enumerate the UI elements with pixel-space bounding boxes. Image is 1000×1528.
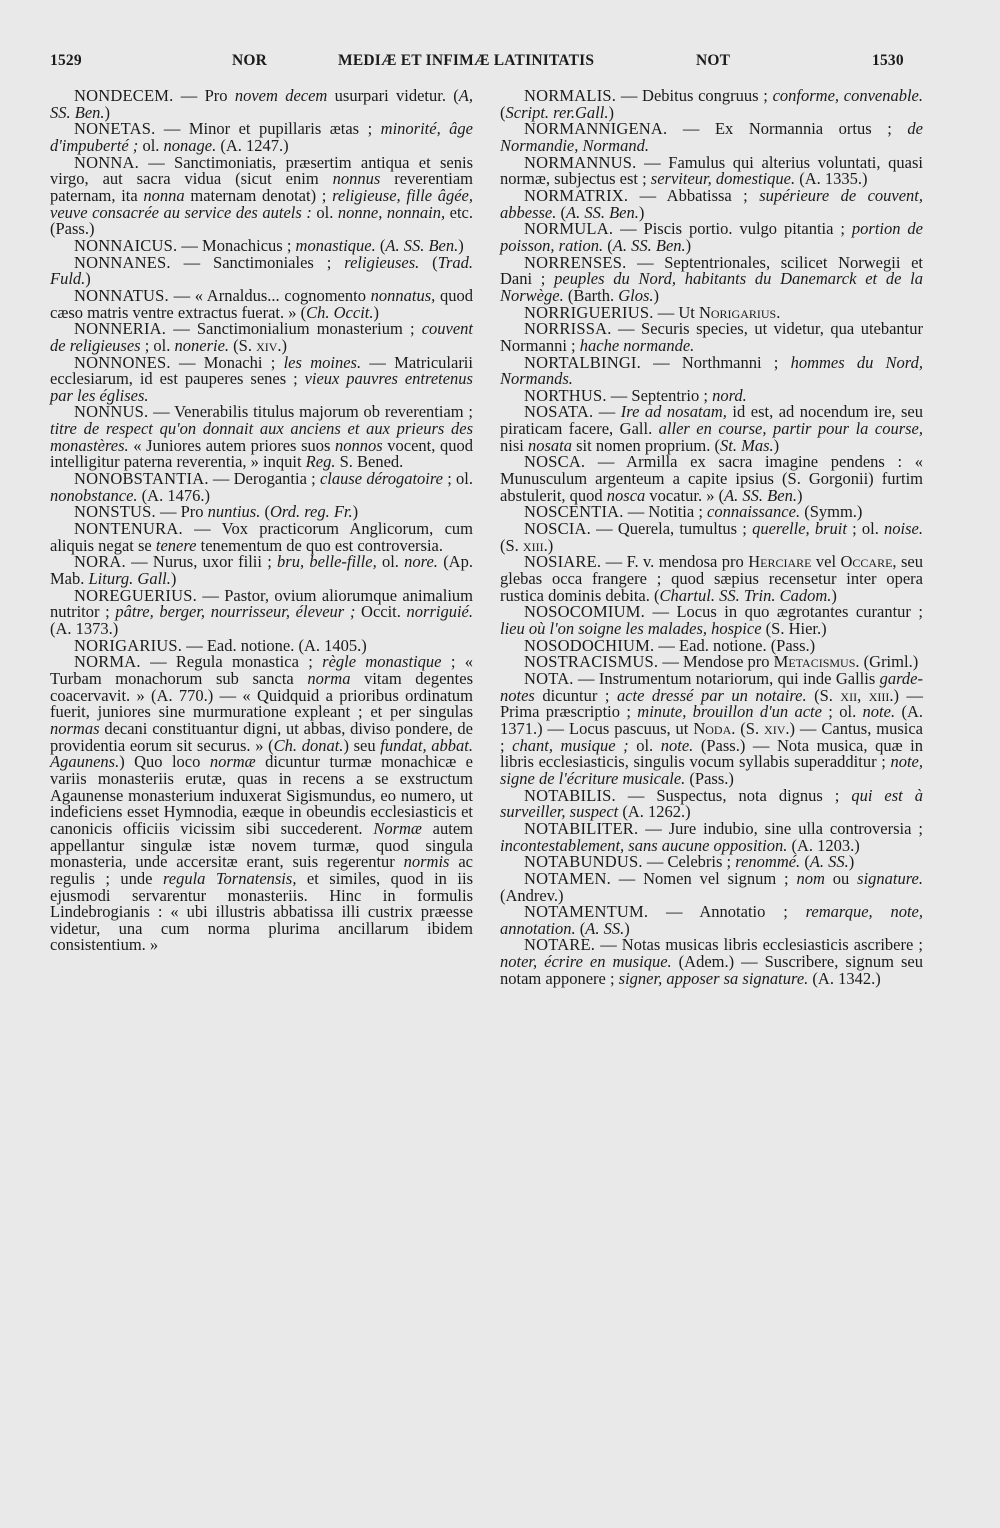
entry-text: nom (796, 868, 825, 888)
entry-text: aller en course, partir pour la course, (658, 419, 923, 439)
entry-text: — Famulus qui alterius voluntati, quasi normæ, subjectus est ; (500, 152, 923, 189)
right-column (500, 88, 923, 987)
entry-headword: NONDECEM. (74, 86, 174, 105)
entry-text: Ch. Occit. (306, 302, 374, 322)
entry-text: couvent de religieuses (50, 319, 473, 355)
left-running-head: NOR (232, 52, 268, 69)
entry-text: xiv. (256, 335, 282, 355)
entry-text: — Ex Normannia ortus ; (667, 119, 908, 139)
entry-text: ; ol. (846, 519, 885, 539)
entry-text: ) (104, 102, 111, 122)
entry-text: ) (281, 335, 288, 355)
entry-headword: NOTABILIS. (524, 785, 616, 805)
entry-text: — Locus in quo ægrotantes curantur ; (644, 602, 923, 622)
entry-text: chant, musique ; (512, 735, 629, 755)
entry-text: (A. 1262.) (618, 802, 691, 822)
entry-headword: NOSATA. (524, 402, 594, 422)
entry-text: — Ead. notione. (Pass.) (654, 635, 816, 655)
entry-text: — Regula monastica ; (140, 652, 323, 672)
entry-headword: NOTAMENTUM. (524, 902, 649, 922)
entry-text: (S. (500, 535, 523, 555)
entry-headword: NORIGARIUS. (74, 635, 183, 655)
entry-text: nonnatus, (370, 285, 436, 305)
entry-text: les moines. (283, 352, 362, 372)
entry-text: — Piscis portio. vulgo pitantia ; (613, 219, 852, 239)
entry-text: tenere (155, 535, 197, 555)
entry-text: ) (170, 569, 177, 589)
entry-text: ( (800, 852, 810, 872)
entry-headword: NOSTRACISMUS. (524, 652, 659, 672)
entry-text: règle monastique (322, 652, 442, 672)
entry-text: — Armilla ex sacra imagine pendens : « Munusculum argenteum a capite ipsius (S. Gorgonii) furtim abstulerit, quod (500, 452, 923, 505)
entry-text: — Septentrio ; (606, 385, 713, 405)
entry-text: — Notitia ; (623, 502, 708, 522)
dictionary-entry (500, 904, 923, 937)
entry-text: peuples du Nord, habitants du Danemarck et de la Norwège. (500, 269, 923, 305)
entry-text: A. SS. Ben. (724, 485, 797, 505)
entry-text: — Annotatio ; (648, 902, 806, 922)
entry-text: — Sanctimoniatis, præsertim antiqua et senis virgo, aut sacra vidua (sicut enim (50, 152, 473, 189)
entry-headword: NORMANNUS. (524, 152, 637, 172)
entry-headword: NONNANES. (74, 252, 171, 272)
entry-text: monastique. (295, 235, 376, 255)
entry-text: ( (260, 502, 270, 522)
entry-text: maternam denotat) ; (184, 185, 333, 205)
entry-text: vieux pauvres entretenus par les églises. (50, 369, 473, 405)
dictionary-entry (500, 185, 924, 222)
entry-headword: NONOBSTANTIA. (74, 469, 209, 489)
dictionary-entry (50, 585, 474, 638)
entry-text: — Sanctimoniales ; (170, 252, 345, 272)
entry-text: ) (831, 585, 837, 605)
entry-headword: NOREGUERIUS. (74, 585, 197, 605)
entry-text: — Notas musicas libris ecclesiasticis ascribere ; (595, 935, 923, 955)
entry-text: (A. 1203.) (787, 835, 860, 855)
dictionary-entry (500, 352, 923, 389)
dictionary-entry (50, 321, 473, 354)
entry-headword: NOSIARE. (524, 552, 602, 572)
entry-headword: NORMA. (74, 652, 141, 672)
entry-text: seu glebas occa frangere ; quod sæpius recensetur inter opera rustica dominis debita. ( (500, 552, 923, 605)
entry-text: (A. 1476.) (137, 485, 210, 505)
entry-text: novem decem (234, 86, 328, 105)
entry-text: note. (862, 702, 896, 722)
entry-text: (Barth. (563, 285, 619, 305)
entry-text: A, SS. Ben. (50, 86, 474, 122)
dictionary-entry (500, 321, 923, 354)
dictionary-entry (500, 868, 924, 905)
entry-text: A. SS. Ben. (385, 235, 459, 255)
entry-headword: NORMALIS. (524, 86, 617, 105)
entry-text: — Debitus congruus ; (616, 86, 773, 105)
entry-text: ) Quo loco (119, 752, 210, 772)
entry-text: ) (796, 485, 803, 505)
entry-text: nord. (712, 385, 747, 405)
entry-text: — Venerabilis titulus majorum ob reverentiam ; (148, 402, 473, 422)
entry-text: nosca (606, 485, 646, 505)
entry-headword: NOTA. (524, 668, 574, 688)
left-column (50, 88, 473, 954)
entry-text: — Querela, tumultus ; (590, 519, 753, 539)
page-header (50, 52, 915, 76)
entry-text: Liturg. Gall. (88, 569, 171, 589)
entry-text: — Pro (173, 86, 235, 105)
entry-text: id est, ad nocendum ire, seu piraticam facere, Gall. (500, 402, 923, 439)
entry-text: Metacismus. (773, 652, 860, 672)
entry-text: ( (575, 918, 586, 938)
entry-headword: NONSTUS. (74, 502, 156, 522)
running-title: MEDIÆ ET INFIMÆ LATINITATIS (338, 52, 595, 69)
entry-text: (S. Hier.) (761, 619, 827, 638)
entry-headword: NONNONES. (74, 352, 171, 372)
entry-text: (A. 1371.) — Locus pascuus, ut (500, 702, 923, 738)
entry-headword: NOTABILITER. (524, 818, 639, 838)
entry-text: norma (307, 668, 351, 688)
entry-text: — Nurus, uxor filii ; (125, 552, 278, 572)
entry-text: A. SS. Ben. (612, 235, 686, 255)
entry-text: (Pass.) — Nota musica, quæ in libris ecclesiasticis, singulis vocum syllabis superadditur ; (500, 735, 923, 772)
entry-text: noter, écrire en musique. (500, 952, 672, 972)
entry-text: — Monachicus ; (177, 235, 296, 255)
entry-headword: NOTARE. (524, 935, 596, 955)
entry-text: Ord. reg. Fr. (269, 502, 353, 522)
entry-text: (A. 1373.) (50, 619, 119, 638)
dictionary-entry (500, 785, 923, 822)
entry-text: ) — Prima præscriptio ; (500, 685, 923, 722)
entry-text: Reg. (305, 452, 336, 472)
entry-text: autem appellantur singulæ istæ novem turmæ, quod singula monasteria, unde accersitæ erant, suis regerentur (50, 818, 473, 872)
entry-text: — Nomen vel signum ; (610, 868, 797, 888)
dictionary-entry (500, 404, 923, 454)
dictionary-entry (500, 554, 923, 604)
entry-headword: NORTALBINGI. (524, 352, 641, 372)
entry-text: ( (375, 235, 386, 255)
entry-text: — Celebris ; (642, 852, 736, 872)
entry-text: nisi (500, 435, 528, 455)
dictionary-entry (50, 471, 473, 504)
entry-text: — Abbatissa ; (628, 185, 760, 205)
entry-headword: NORMANNIGENA. (524, 119, 668, 139)
entry-text: supérieure de couvent, abbesse. (500, 185, 924, 222)
entry-text: ) (458, 235, 464, 255)
entry-text: Chartul. SS. Trin. Cadom. (659, 585, 832, 605)
entry-text: nonnos (335, 435, 383, 455)
entry-headword: NOSCENTIA. (524, 502, 624, 522)
dictionary-entry (50, 285, 473, 322)
entry-text: nosata (527, 435, 572, 455)
dictionary-entry (500, 937, 923, 987)
entry-text: dicuntur turmæ monachicæ e variis monasteriis erutæ, quas in recens a se exstructum Agaunense monasterium induxerat Sigismundus, eo numero, ut indeficiens esset Hymnodia, eæque in obeundis ecclesiasticis et canonicis officiis vicissim sibi succederent. (50, 752, 473, 838)
entry-text: signature. (857, 868, 924, 888)
entry-text: — Suspectus, nota dignus ; (615, 785, 852, 805)
entry-text: Occare, (840, 552, 897, 572)
entry-text: ) (773, 435, 780, 455)
entry-text: — Securis species, ut videtur, qua utebantur Normanni ; (500, 319, 923, 355)
entry-text: Script. rer.Gall. (505, 102, 609, 122)
entry-text: quod cæso matris ventre extractus fuerat. » ( (50, 285, 473, 322)
entry-headword: NOSODOCHIUM. (524, 635, 655, 655)
dictionary-entry (500, 252, 923, 305)
entry-text: (Pass.) (685, 768, 734, 788)
entry-text: ) (352, 502, 359, 522)
entry-headword: NONNATUS. (74, 285, 169, 305)
entry-text: note. (660, 735, 694, 755)
entry-text: garde-notes (500, 668, 923, 705)
entry-text: (A. 1247.) (216, 135, 289, 155)
entry-text: Norigarius. (698, 302, 781, 322)
dictionary-entry (500, 521, 923, 554)
entry-headword: NONNAICUS. (74, 235, 178, 255)
entry-text: signer, apposer sa signature. (618, 968, 809, 988)
entry-text: querelle, bruit (752, 519, 847, 539)
entry-text: decani constituantur digni, ut abbas, diviso pondere, de providentia eorum sit securus. » ( (50, 718, 473, 755)
entry-text: titre de respect qu'on donnait aux anciens et aux prieurs des monastères. (50, 419, 473, 455)
entry-text: ) (624, 918, 630, 938)
entry-text: Occit. (355, 602, 407, 622)
entry-text: Herciare (748, 552, 812, 572)
dictionary-entry (500, 454, 923, 504)
entry-text: ac regulis ; unde (50, 852, 473, 888)
entry-text: — Pro (155, 502, 208, 522)
entry-text: (S. (806, 685, 841, 705)
entry-text: fundat, abbat. Agaunens. (50, 735, 473, 772)
entry-headword: NONNA. (74, 152, 139, 172)
entry-text: ; ol. (140, 335, 175, 355)
entry-text: — Mendose pro (658, 652, 774, 672)
entry-text: nonna (143, 185, 185, 205)
entry-text: ) (685, 235, 692, 255)
entry-text: A. SS. Ben. (566, 202, 639, 222)
entry-text: « Juniores autem priores suos (128, 435, 336, 455)
entry-text: — Sanctimonialium monasterium ; (166, 319, 422, 339)
entry-text: — Derogantia ; (208, 469, 320, 489)
entry-text: ) — Cantus, musica ; (500, 718, 923, 755)
entry-text: ( (556, 202, 566, 222)
entry-text: ; ol. (821, 702, 863, 722)
entry-text: note, signe de l'écriture musicale. (500, 752, 923, 788)
entry-text: nonne, nonnain, (337, 202, 446, 222)
entry-text: (Symm.) (800, 502, 863, 522)
entry-text: nuntius. (207, 502, 261, 522)
entry-headword: NORTHUS. (524, 385, 607, 405)
entry-text: ; « Turbam monachorum sub sancta (50, 652, 473, 688)
entry-text: S. Bened. (335, 452, 404, 472)
entry-text: ) (373, 302, 379, 322)
entry-headword: NONETAS. (74, 119, 156, 139)
entry-text: — Septentrionales, scilicet Norwegii et Dani ; (500, 252, 923, 289)
entry-text: — Matricularii ecclesiarum, id est pauperes senes ; (50, 352, 473, 389)
entry-text: noise. (884, 519, 924, 539)
entry-text: qui est à surveiller, suspect (500, 785, 923, 822)
entry-text: — Ead. notione. (A. 1405.) (182, 635, 367, 655)
entry-text: xiv. (764, 718, 790, 738)
entry-headword: NORMATRIX. (524, 185, 629, 205)
entry-text: ol. (311, 202, 338, 222)
dictionary-entry (500, 604, 923, 637)
entry-text: — Instrumentum notariorum, qui inde Gallis (573, 668, 880, 688)
entry-text: normis (403, 852, 450, 872)
entry-text: ) (547, 535, 554, 555)
dictionary-entry (500, 818, 923, 855)
entry-text: A. SS. (585, 918, 625, 938)
dictionary-entry (500, 152, 923, 189)
dictionary-entry (500, 221, 923, 254)
entry-text: incontestablement, sans aucune opposition. (500, 835, 788, 855)
entry-text: ; ol. (443, 469, 473, 489)
dictionary-entry (50, 554, 473, 587)
entry-text: minorité, âge d'impuberté ; (50, 119, 473, 155)
entry-text: et similes, quod in iis ejusmodi servarentur monasteriis. Hinc in formulis Lindebrogianis : « ubi illustris abbatissa illi custrix præesse videtur, una cum norma plurima ancillarum ibidem consistentium. » (50, 868, 473, 955)
entry-text: (Griml.) (859, 652, 919, 672)
entry-text: ) (638, 202, 645, 222)
entry-text: hommes du Nord, Normands. (500, 352, 923, 389)
entry-headword: NOTAMEN. (524, 868, 611, 888)
entry-text: ) seu (343, 735, 381, 755)
dictionary-entry (50, 121, 473, 154)
entry-text: nonobstance. (50, 485, 138, 505)
dictionary-entry (50, 521, 473, 554)
entry-text: (S. (229, 335, 257, 355)
dictionary-entry (50, 88, 473, 121)
right-page-number: 1530 (872, 52, 904, 69)
dictionary-entry (50, 152, 473, 239)
dictionary-entry (50, 352, 473, 405)
entry-text: xii, xiii. (840, 685, 894, 705)
entry-text: A. SS. (809, 852, 849, 872)
entry-text: — « Arnaldus... cognomento (168, 285, 371, 305)
entry-text: nonage. (163, 135, 217, 155)
entry-text: Normæ (373, 818, 422, 838)
entry-text: nonerie. (174, 335, 230, 355)
entry-text: religieuse, fille âgée, veuve consacrée au service des autels : (50, 185, 473, 222)
entry-text: religieuses. (344, 252, 420, 272)
entry-headword: NOTABUNDUS. (524, 852, 643, 872)
entry-headword: NORRISSA. (524, 319, 612, 339)
entry-text: Ch. donat. (273, 735, 344, 755)
entry-text: ) (85, 269, 91, 289)
entry-text: conforme, convenable. (772, 86, 924, 105)
entry-text: pâtre, berger, nourrisseur, éleveur ; (115, 602, 356, 622)
entry-text: Glos. (618, 285, 654, 305)
entry-text: — Vox practicorum Anglicorum, cum aliquis negat se (50, 519, 473, 555)
entry-headword: NONNERIA. (74, 319, 167, 339)
entry-text: usurpari videtur. ( (327, 86, 459, 105)
entry-text: — Monachi ; (170, 352, 284, 372)
entry-text: — Northmanni ; (640, 352, 791, 372)
entry-text: — F. v. mendosa pro (601, 552, 749, 572)
entry-headword: NOSCA. (524, 452, 586, 472)
dictionary-entry (50, 252, 473, 289)
entry-text: ol. (628, 735, 661, 755)
entry-text: dicuntur ; (534, 685, 617, 705)
entry-headword: NORRENSES. (524, 252, 627, 272)
entry-text: Ire ad nosatam, (620, 402, 727, 422)
entry-headword: NORA. (74, 552, 126, 572)
entry-text: tenementum de quo est controversia. (196, 535, 443, 555)
entry-text: — Ut (653, 302, 699, 322)
dictionary-entry (500, 88, 923, 121)
entry-text: — Pastor, ovium aliorumque animalium nutritor ; (50, 585, 473, 622)
entry-text: ol. (376, 552, 405, 572)
right-running-head: NOT (696, 52, 731, 69)
entry-text: (Adem.) — Suscribere, signum seu notam apponere ; (500, 952, 923, 988)
entry-headword: NORRIGUERIUS. (524, 302, 654, 322)
entry-text: St. Mas. (720, 435, 774, 455)
dictionary-entry (50, 404, 473, 471)
entry-text: (Andrev.) (500, 885, 564, 905)
entry-text: ) (608, 102, 614, 122)
entry-text: — (593, 402, 621, 422)
left-page-number: 1529 (50, 52, 82, 69)
entry-text: — Minor et pupillaris ætas ; (155, 119, 381, 139)
entry-text: ou (824, 868, 858, 888)
entry-text: vitam degentes coacervavit. » (A. 770.) — « Quidquid a prioribus ordinatum fuerit, juniores sine murmuratione expleant ; et per singulas (50, 668, 473, 722)
entry-text: Noda. (693, 718, 736, 738)
entry-text: xiii. (522, 535, 548, 555)
dictionary-entry (500, 121, 923, 154)
entry-text: acte dressé par un notaire. (616, 685, 807, 705)
entry-text: nore. (404, 552, 438, 572)
entry-text: ) (848, 852, 855, 872)
entry-headword: NOSCIA. (524, 519, 591, 539)
entry-text: sit nomen proprium. ( (571, 435, 721, 455)
dictionary-entry (500, 668, 923, 788)
entry-headword: NONNUS. (74, 402, 149, 422)
entry-text: de Normandie, Normand. (500, 119, 923, 155)
entry-text: (Ap. Mab. (50, 552, 473, 589)
entry-text: serviteur, domestique. (650, 169, 796, 189)
entry-headword: NONTENURA. (74, 519, 183, 539)
entry-text: ( (500, 102, 506, 122)
entry-text: (A. 1342.) (808, 968, 881, 988)
entry-text: regula Tornatensis, (162, 868, 297, 888)
entry-text: (A. 1335.) (795, 169, 868, 189)
dictionary-entry (50, 654, 473, 954)
entry-text: clause dérogatoire (319, 469, 443, 489)
entry-text: norriguié. (406, 602, 474, 622)
entry-text: (S. (735, 718, 765, 738)
entry-text: — Jure indubio, sine ulla controversia ; (638, 818, 923, 838)
entry-headword: NORMULA. (524, 219, 614, 239)
entry-text: vel (811, 552, 841, 572)
entry-text: connaissance. (707, 502, 801, 522)
entry-text: renommé. (735, 852, 801, 872)
entry-text: bru, belle-fille, (277, 552, 377, 572)
entry-text: Trad. Fuld. (50, 252, 473, 289)
entry-text: lieu où l'on soigne les malades, hospice (500, 619, 762, 638)
entry-text: ol. (138, 135, 164, 155)
entry-text: ) (653, 285, 660, 305)
entry-text: minute, brouillon d'un acte (637, 702, 822, 722)
entry-text: hache normande. (579, 335, 695, 355)
entry-text: reverentiam paternam, ita (50, 169, 473, 205)
entry-text: nonnus (332, 169, 381, 189)
entry-text: normæ (209, 752, 256, 772)
entry-text: remarque, note, annotation. (500, 902, 923, 938)
entry-headword: NOSOCOMIUM. (524, 602, 645, 622)
entry-text: ( (419, 252, 438, 272)
entry-text: portion de poisson, ration. (500, 219, 924, 255)
entry-text: normas (50, 718, 100, 738)
entry-text: etc. (Pass.) (50, 202, 473, 239)
entry-text: ( (603, 235, 613, 255)
entry-text: vocatur. » ( (645, 485, 725, 505)
entry-text: vocent, quod intelligitur paterna reverentia, » inquit (50, 435, 473, 472)
